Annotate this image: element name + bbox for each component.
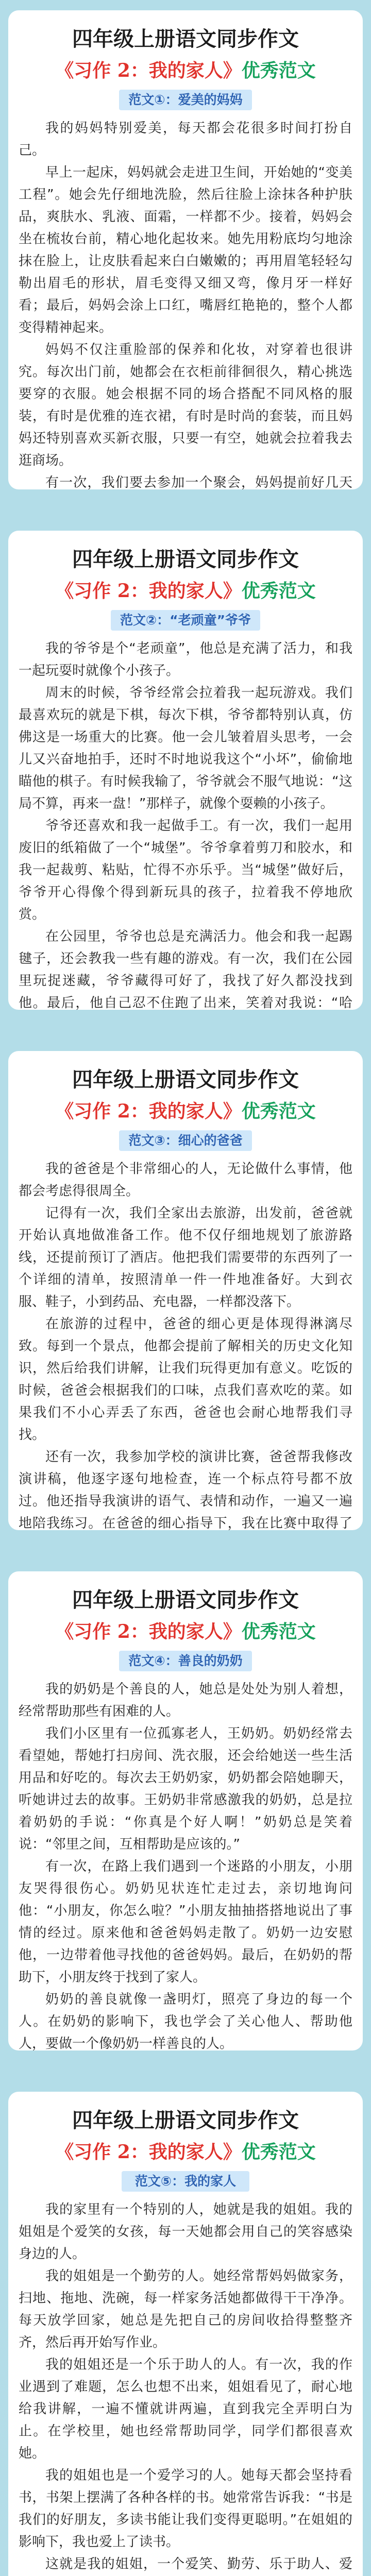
essay-label: 范文①：爱美的妈妈 [119,90,251,110]
essay-paragraph: 我的姐姐是一个勤劳的人。她经常帮妈妈做家务，扫地、拖地、洗碗，每一样家务活她都做得干干净净。每天放学回家，她总是先把自己的房间收拾得整整齐齐，然后再开始写作业。 [19,2268,352,2350]
essay-paragraph: 奶奶的善良就像一盏明灯，照亮了身边的每一个人。在奶奶的影响下，我也学会了关心他人、帮助他人，要做一个像奶奶一样善良的人。 [19,1992,352,2050]
subtitle [19,577,352,605]
essay-paragraph: 我的爷爷是个“老顽童”，他总是充满了活力，和我一起玩耍时就像个小孩子。 [19,641,352,679]
subtitle-topic: 《习作 2：我的家人》 [55,1100,242,1122]
essay-paragraph: 有一次，在路上我们遇到一个迷路的小朋友，小朋友哭得很伤心。奶奶见状连忙走过去，亲切地询问他：“小朋友，你怎么啦？”小朋友抽抽搭搭地说出了事情的经过。原来他和爸爸妈妈走散了。奶奶一边安慰他，一边带着他寻找他的爸爸妈妈。最后，在奶奶的帮助下，小朋友终于找到了家人。 [19,1859,352,1985]
essay-paragraph: 妈妈不仅注重脸部的保养和化妆，对穿着也很讲究。每次出门前，她都会在衣柜前徘徊很久，精心挑选要穿的衣服。她会根据不同的场合搭配不同风格的服装，有时是优雅的连衣裙，有时是时尚的套装，而且妈妈还特别喜欢买新衣服，只要一有空，她就会拉着我去逛商场。 [19,342,352,468]
essay-paragraph: 有一次，我们要去参加一个聚会，妈妈提前好几天 [45,475,352,489]
essay-card-1 [8,10,363,489]
subtitle-tag: 优秀范文 [241,580,316,602]
essay-card-5 [8,2092,363,2576]
subtitle-topic: 《习作 2：我的家人》 [55,2141,242,2163]
page-title: 四年级上册语文同步作文 [72,2108,299,2132]
subtitle [19,1618,352,1646]
essay-paragraph: 我的妈妈特别爱美，每天都会花很多时间打扮自己。 [19,121,352,158]
essay-paragraph: 还有一次，我参加学校的演讲比赛，爸爸帮我修改演讲稿，他逐字逐句地检查，连一个标点符号都不放过。他还指导我演讲的语气、表情和动作，一遍又一遍地陪我练习。在爸爸的细心指导下，我在比赛中取得了 [19,1449,352,1530]
essay-paragraph: 这就是我的姐姐，一个爱笑、勤劳、乐于助人、爱 [45,2556,352,2572]
essay-paragraph: 我的家里有一个特别的人，她就是我的姐姐。我的姐姐是个爱笑的女孩，每一天她都会用自己的笑容感染身边的人。 [19,2202,352,2262]
essay-card-3 [8,1051,363,1530]
essay-label: 范文⑤：我的家人 [122,2171,249,2192]
subtitle-tag: 优秀范文 [241,1621,316,1642]
essay-paragraph: 我们小区里有一位孤寡老人，王奶奶。奶奶经常去看望她，帮她打扫房间、洗衣服，还会给她送一些生活用品和好吃的。每次去王奶奶家，奶奶都会陪她聊天，听她讲过去的故事。王奶奶非常感激我的奶奶，总是拉着奶奶的手说：“你真是个好人啊！”奶奶总是笑着说：“邻里之间，互相帮助是应该的。” [19,1726,352,1852]
subtitle-tag: 优秀范文 [241,2141,316,2163]
essay-paragraph: 记得有一次，我们全家出去旅游，出发前，爸爸就开始认真地做准备工作。他不仅仔细地规划了旅游路线，还提前预订了酒店。他把我们需要带的东西列了一个详细的清单，按照清单一件一件地准备好。大到衣服、鞋子，小到药品、充电器，一样都没落下。 [19,1206,352,1310]
subtitle-topic: 《习作 2：我的家人》 [55,1621,242,1642]
essay-label: 范文③：细心的爸爸 [119,1130,251,1151]
subtitle-topic: 《习作 2：我的家人》 [55,60,242,81]
page-title: 四年级上册语文同步作文 [72,27,299,51]
subtitle-tag: 优秀范文 [241,1100,316,1122]
essay-paragraph: 我的姐姐也是一个爱学习的人。她每天都会坚持看书，书架上摆满了各种各样的书。她常常告诉我：“书是我们的好朋友，多读书能让我们变得更聪明。”在姐姐的影响下，我也爱上了读书。 [19,2468,352,2550]
essay-paragraph: 在旅游的过程中，爸爸的细心更是体现得淋漓尽致。每到一个景点，他都会提前了解相关的历史文化知识，然后给我们讲解，让我们玩得更加有意义。吃饭的时候，爸爸会根据我们的口味，点我们喜欢吃的菜。如果我们不小心弄丢了东西，爸爸也会耐心地帮我们寻找。 [19,1316,352,1443]
page-title: 四年级上册语文同步作文 [72,547,299,571]
subtitle-topic: 《习作 2：我的家人》 [55,580,242,602]
essay-paragraph: 我的姐姐还是一个乐于助人的人。有一次，我的作业遇到了难题，怎么也想不出来，姐姐看见了，耐心地给我讲解，一遍不懂就讲两遍，直到我完全弄明白为止。在学校里，她也经常帮助同学，同学们都很喜欢她。 [19,2357,352,2461]
page-title: 四年级上册语文同步作文 [72,1588,299,1612]
essay-paragraph: 爷爷还喜欢和我一起做手工。有一次，我们一起用废旧的纸箱做了一个“城堡”。爷爷拿着剪刀和胶水，和我一起裁剪、粘贴，忙得不亦乐乎。当“城堡”做好后，爷爷开心得像个得到新玩具的孩子，拉着我不停地欣赏。 [19,818,352,922]
essay-paragraph: 周末的时候，爷爷经常会拉着我一起玩游戏。我们最喜欢玩的就是下棋，每次下棋，爷爷都特别认真，仿佛这是一场重大的比赛。他一会儿皱着眉头思考，一会儿又兴奋地拍手，还时不时地说我这个“小坏”，偷偷地瞄他的棋子。有时候我输了，爷爷就会不服气地说：“这局不算，再来一盘！”那样子，就像个耍赖的小孩子。 [19,685,352,811]
essay-label: 范文②：“老顽童”爷爷 [111,610,260,631]
essay-paragraph: 在公园里，爷爷也总是充满活力。他会和我一起踢毽子，还会教我一些有趣的游戏。有一次，我们在公园里玩捉迷藏，爷爷藏得可好了，我找了好久都没找到他。最后，他自己忍不住跑了出来，笑着对我说：“哈 [19,929,352,1010]
essay-paragraph: 我的奶奶是个善良的人，她总是处处为别人着想，经常帮助那些有困难的人。 [19,1682,352,1719]
essay-paragraph: 早上一起床，妈妈就会走进卫生间，开始她的“变美工程”。她会先仔细地洗脸，然后往脸上涂抹各种护肤品，爽肤水、乳液、面霜，一样都不少。接着，妈妈会坐在梳妆台前，精心地化起妆来。她先用粉底均匀地涂抹在脸上，让皮肤看起来白白嫩嫩的；再用眉笔轻轻勾勒出眉毛的形状，眉毛变得又细又弯，像月牙一样好看；最后，妈妈会涂上口红，嘴唇红艳艳的，整个人都变得精神起来。 [19,165,352,335]
essay-card-4 [8,1571,363,2050]
subtitle [19,2138,352,2166]
essay-label: 范文④：善良的奶奶 [119,1651,251,1671]
essay-card-2 [8,531,363,1010]
subtitle [19,57,352,84]
subtitle-tag: 优秀范文 [241,60,316,81]
page-title: 四年级上册语文同步作文 [72,1067,299,1092]
essay-paragraph: 我的爸爸是个非常细心的人，无论做什么事情，他都会考虑得很周全。 [19,1161,352,1199]
subtitle [19,1097,352,1125]
